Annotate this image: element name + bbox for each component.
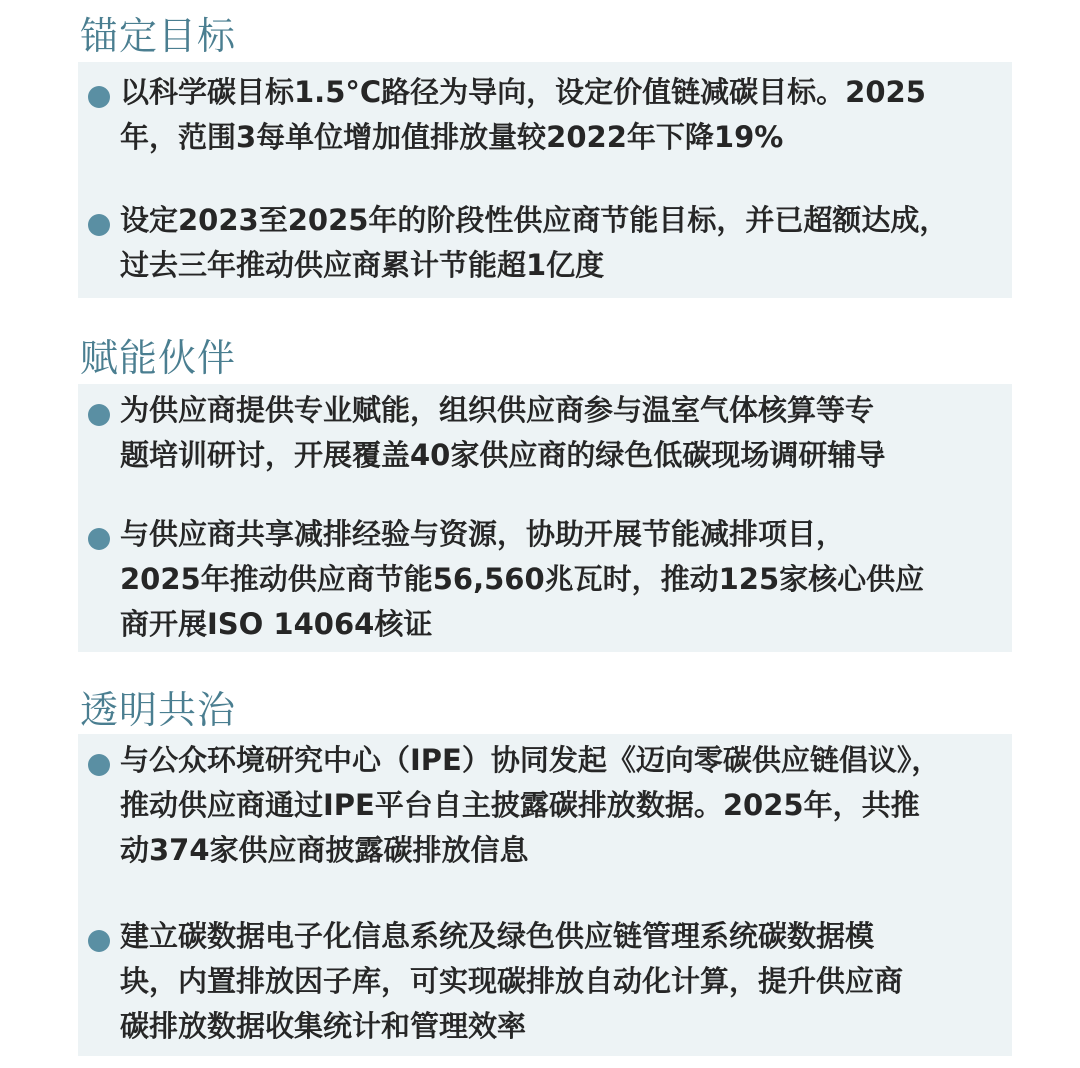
- item-text: 为供应商提供专业赋能，组织供应商参与温室气体核算等专 题培训研讨，开展覆盖40家供应商的绿色低碳现场调研辅导: [120, 393, 886, 472]
- item-text: 建立碳数据电子化信息系统及绿色供应链管理系统碳数据模 块，内置排放因子库，可实现碳排放自动化计算，提升供应商 碳排放数据收集统计和管理效率: [120, 919, 904, 1043]
- section-panel-transparent-governance: [78, 734, 1012, 1056]
- section-panel-anchor-targets: [78, 62, 1012, 298]
- bullet-icon: [88, 214, 110, 236]
- bullet-icon: [88, 754, 110, 776]
- bullet-icon: [88, 404, 110, 426]
- section-title-anchor-targets: 锚定目标: [80, 14, 237, 58]
- section-panel-empower-partners: [78, 384, 1012, 652]
- item-text: 与公众环境研究中心（IPE）协同发起《迈向零碳供应链倡议》， 推动供应商通过IPE平台自主披露碳排放数据。2025年，共推 动374家供应商披露碳排放信息: [120, 743, 941, 867]
- bullet-icon: [88, 930, 110, 952]
- item-text: 设定2023至2025年的阶段性供应商节能目标，并已超额达成， 过去三年推动供应商累计节能超1亿度: [120, 203, 949, 282]
- bullet-icon: [88, 86, 110, 108]
- item-text: 以科学碳目标1.5°C路径为导向，设定价值链减碳目标。2025 年，范围3每单位增加值排放量较2022年下降19%: [120, 75, 926, 154]
- item-text: 与供应商共享减排经验与资源，协助开展节能减排项目， 2025年推动供应商节能56,560兆瓦时，推动125家核心供应 商开展ISO 14064核证: [120, 517, 925, 641]
- bullet-icon: [88, 528, 110, 550]
- section-title-empower-partners: 赋能伙伴: [80, 336, 237, 380]
- section-title-transparent-governance: 透明共治: [80, 688, 237, 732]
